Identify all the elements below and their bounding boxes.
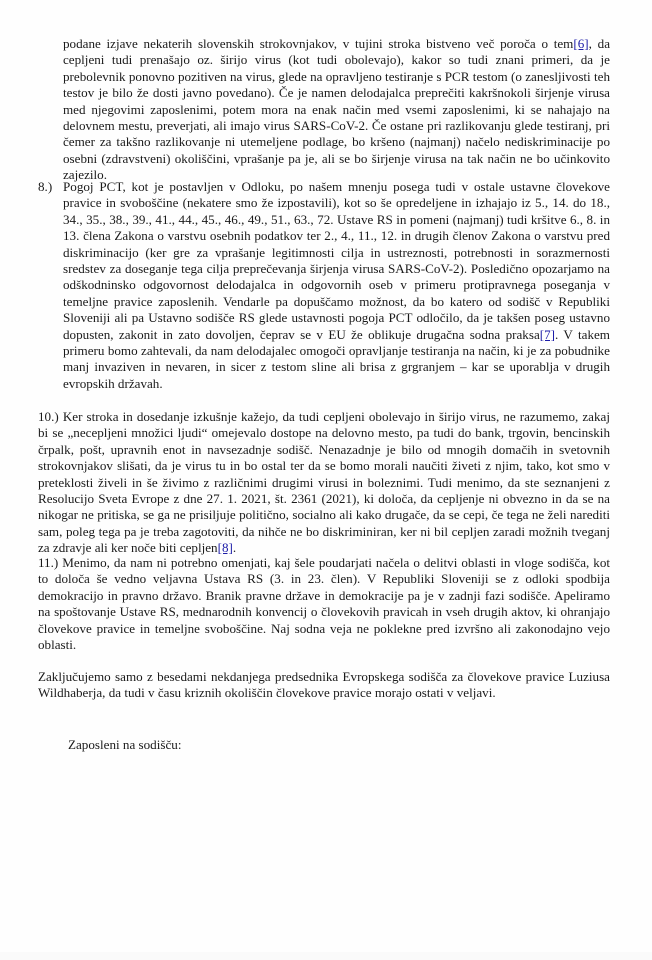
- item-text: Pogoj PCT, kot je postavljen v Odloku, po našem mnenju posega tudi v ostale ustavne človekove pravice in svoboščine (nekatere smo že izpostavili), kot so še opredeljene in izhajajo iz 5., 14. do 18., 34., 35., 38., 39., 41., 44., 45., 46., 49., 51., 63., 72. Ustave RS in pomeni (najmanj) tudi kršitve 6., 8. in 13. člena Zakona o varstvu osebnih podatkov ter 2., 4., 11., 12. in drugih členov Zakona o varstvu pred diskriminacijo (ker gre za vprašanje legitimnosti cilja in ustreznosti, potrebnosti in sorazmernosti sredstev za doseganje tega cilja preprečevanja širjenja virusa SARS-CoV-2). Posledično opozarjamo na odškodninsko odgovornost delodajalca in odgovornih oseb v primeru protipravnega poseganja v temeljne pravice zaposlenih. Vendarle pa dopuščamo možnost, da bo katero od sodišč v Republiki Sloveniji ali pa Ustavno sodišče RS glede ustavnosti pogoja PCT odločilo, da je takšen poseg ustavno dopusten, zakonit in zato dovoljen, čeprav se v EU že oblikuje drugačna sodna praksa: [63, 179, 610, 342]
- footnote-link-8[interactable]: [8]: [217, 540, 233, 556]
- paragraph-text: , da cepljeni tudi prenašajo oz. širijo virus (kot tudi obolevajo), kakor so tudi znani primeri, da je prebolevnik ponovno pozitiven na virus, glede na opravljeno testiranje s PCR testom (o zanesljivosti teh testov je bilo že dosti javno povedano). Če je namen delodajalca preprečiti kakršnokoli širjenje virusa med njegovimi zaposlenimi, potem mora na enak način med vsemi zaposlenimi, ki se nahajajo na delovnem mestu, preverjati, ali imajo virus SARS-CoV-2. Če ostane pri razlikovanju glede testiranj, pri čemer za takšno razlikovanje ni utemeljene podlage, bo kršeno (najmanj) načelo nediskriminacije po osebni (zdravstveni) okoliščini, vprašanje pa je, ali se bo širjenje virusa na tak način ne bo učinkovito zajezilo.: [63, 36, 611, 183]
- item-number: 11.): [38, 555, 59, 570]
- item-text: . V takem primeru bomo zahtevali, da nam delodajalec omogoči opravljanje testiranja na način, ki je za pobudnike manj invaziven in nevaren, in sicer z testom sline ali brisa z grgranjem – kar se uporablja v drugih evropskih državah.: [63, 326, 610, 391]
- continuation-paragraph: [63, 36, 610, 184]
- item-text: Menimo, da nam ni potrebno omenjati, kaj šele poudarjati načela o delitvi oblasti in vloge sodišča, kot to določa še vedno veljavna Ustava RS (3. in 23. člen). V Republiki Sloveniji se z odloki spodbija demokracijo in pravno državo. Branik pravne države in demokracije pa je v zadnji fazi sodišče. Apeliramo na spoštovanje Ustave RS, mednarodnih konvencij o človekovih pravicah in vseh drugih aktov, ki ohranjajo človekove pravice in temeljne svoboščine. Naj sodna veja ne poklekne pred izvršno ali zakonodajno vejo oblasti.: [38, 555, 610, 653]
- numbered-item-11: [38, 555, 610, 653]
- item-body: [38, 409, 610, 557]
- numbered-item-10: [38, 409, 610, 557]
- item-number: 10.): [38, 409, 59, 424]
- item-body: [38, 555, 610, 653]
- conclusion-paragraph: Zaključujemo samo z besedami nekdanjega predsednika Evropskega sodišča za človekove pravice Luziusa Wildhaberja, da tudi v času kriznih okoliščin človekove pravice morajo ostati v veljavi.: [38, 669, 610, 701]
- signature-line: Zaposleni na sodišču:: [68, 737, 182, 752]
- footnote-link-6[interactable]: [6]: [573, 36, 589, 51]
- paragraph-text: podane izjave nekaterih slovenskih strokovnjakov, v tujini stroka bistveno več poroča o tem: [63, 36, 574, 51]
- numbered-item-8: [38, 179, 610, 392]
- page-bottom-edge: [0, 952, 652, 960]
- item-text: Ker stroka in dosedanje izkušnje kažejo, da tudi cepljeni obolevajo in širijo virus, ne razumemo, zakaj bi se „necepljeni množici ljudi“ omejevalo dostope na delovno mesto, pa tudi do bank, trgovin, bencinskih črpalk, pošt, upravnih enot in navsezadnje sodišč. Nenazadnje je bilo od mnogih domačih in svetovnih strokovnjakov slišati, da je virus tu in bo ostal ter da se bomo morali naučiti živeti z njim, tako, kot smo v preteklosti živeli in še živimo z različnimi drugimi virusi in boleznimi. Tudi menimo, da ste seznanjeni z Resolucijo Sveta Evrope z dne 27. 1. 2021, št. 2361 (2021), ki določa, da cepljenje ni obvezno in da se na nikogar ne pritiska, se ga ne prisiljuje politično, socialno ali kako drugače, da se cepi, če tega ne želi narediti sam, poleg tega pa je treba zagotoviti, da nihče ne bo diskriminiran, ker ni bil cepljen zaradi možnih tveganj za zdravje ali ker noče biti cepljen: [38, 409, 610, 556]
- footnote-link-7[interactable]: [7]: [539, 326, 556, 342]
- item-body: [38, 179, 610, 392]
- item-text: .: [232, 540, 237, 556]
- item-number: 8.): [38, 179, 53, 194]
